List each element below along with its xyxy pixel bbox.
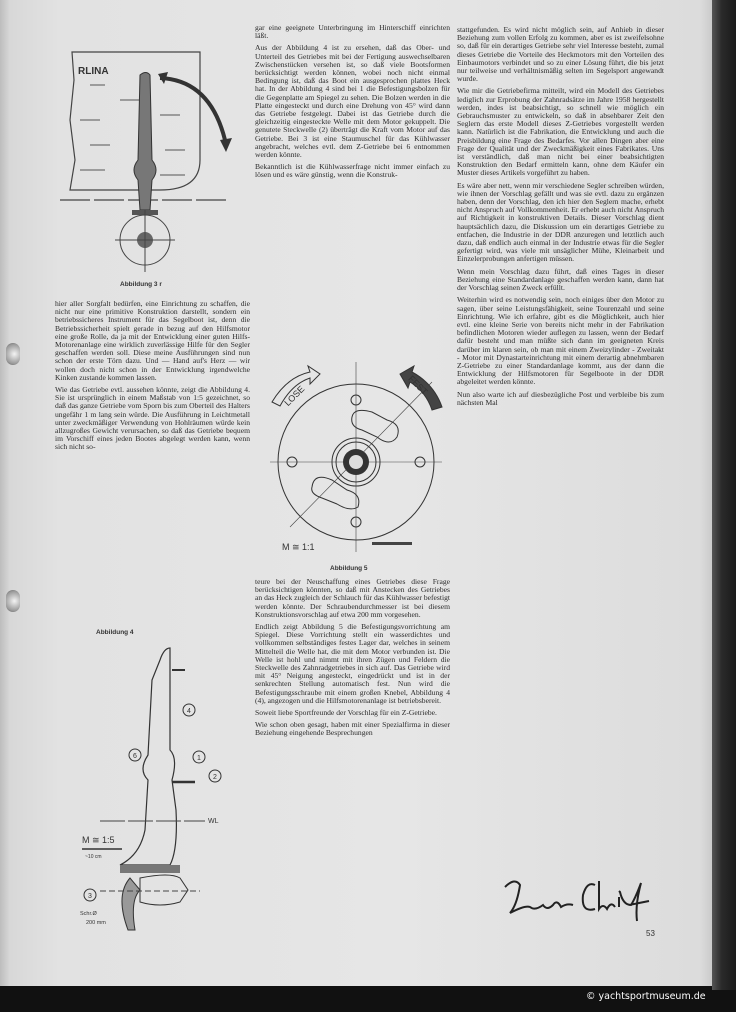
paragraph: hier aller Sorgfalt bedürfen, eine Einrichtung zu schaffen, die nicht nur eine primitive Konstruktion darstellt, sondern ein betriebssicheres Instrument für das Segelboot ist, denn die Betriebssicherheit spielt gerade in bezug auf den Hilfsmotor eine große Rolle, da ja mit der Entwicklung einer guten Hilfs-Motorenanlage eine wirklich zuverlässige Hilfe für den Segler geschaffen werden soll. Diese meine Ausführungen sind nun schon der erste Törn dazu. Und — Hand auf's Herz — wir wollen doch nicht schon in der Entwicklung irgendwelche Kinken zustande kommen lassen. [55, 299, 250, 382]
scale-label: M ≅ 1:5 [82, 835, 115, 845]
paragraph: Es wäre aber nett, wenn mir verschiedene Segler schreiben würden, wie ihnen der Vorschlag gefällt und was sie evtl. dazu zu ergänzen haben, denn der Vorschlag, den ich hier den Seglern mache, erhebt nicht Anspruch auf Vollkommenheit. Er erhebt auch nicht Anspruch auf Richtigkeit in konstruktiven Details. Dieser Vorschlag dient hauptsächlich dazu, die Diskussion um ein derartiges Getriebe zu entfachen, die Industrie in der DDR anzuregen und letztlich auch dazu, daß endlich auch einmal in der Industrie etwas für die Segler gefertigt wird, was viele mit unsäglicher Mühe, Kleinarbeit und Einzelerprobungen anfertigen müssen. [457, 180, 664, 264]
paragraph: Endlich zeigt Abbildung 5 die Befestigungsvorrichtung am Spiegel. Diese Vorrichtung stellt ein wasserdichtes und vollkommen selbständiges festes Lager dar, welches in seinem Mittelteil die Welle hat, die mit dem Motor verbunden ist. Die Welle ist hohl und nimmt mit ihren Zügen und Feldern die Steckwelle des Zahnradgetriebes in sich auf. Das Getriebe wird mit 45° Neigung angesteckt, eingedrückt und ist in der senkrechten Stellung automatisch fest. Nun wird die Befestigungsschraube mit einem großen Knebel, Abbildung 4 (4), angezogen und die Hilfsmotorenanlage ist betriebsbereit. [255, 622, 450, 705]
paragraph: teure bei der Neuschaffung eines Getriebes diese Frage berücksichtigen könnten, so daß mit Anstecken des Getriebes an das Heck zugleich der Schlauch für das Kühlwasser befestigt werden könnte. Der Schraubendurchmesser ist bei diesem Konstruktionsvorschlag auf etwa 200 mm vorgesehen. [255, 577, 450, 619]
propeller-label: Schr.Ø [80, 911, 97, 917]
column-2-bottom [255, 578, 450, 742]
page-edge-shadow [712, 0, 736, 990]
paragraph: Aus der Abbildung 4 ist zu ersehen, daß das Ober- und Unterteil des Getriebes mit bei der Fertigung auswechselbaren Zwischenstücken versehen ist, so daß viele Bootsformen berücksichtigt werden können, wobei noch nicht einmal Bedingung ist, daß das Boot ein ausgesprochen plattes Heck hat. In der Abbildung 4 sind bei 1 die Befestigungsbolzen für die Gegenplatte am Spiegel zu sehen. Die Bolzen werden in die Platte eingesteckt und durch eine Drehung von 45° wird dann das Getriebe festgelegt. Dabei ist das Getriebe durch die gleichzeitig eingesteckte Welle mit dem Motor gekuppelt. Die genutete Steckwelle (2) überträgt die Kraft vom Motor auf das Getriebe. Bei 3 ist eine Staumuschel für das Kühlwasser angebracht, welches evtl. dem Z-Getriebe bei 6 entnommen werden könnte. [255, 43, 450, 160]
loosen-label: LOSE [282, 383, 307, 408]
waterline-label: WL [208, 818, 219, 825]
boat-name-label: RLINA [78, 66, 109, 77]
figure-4-drawing [60, 640, 250, 940]
scale-label: M ≅ 1:1 [282, 542, 315, 552]
paragraph: stattgefunden. Es wird nicht möglich sein, auf Anhieb in dieser Beziehung zum vollen Erfolg zu kommen, aber es ist zweifelsohne so, daß für ein derartiges Getriebe sehr viel Interesse besteht, zumal dieses Getriebe die Vorteile des Heckmotors mit den Vorteilen des Einbaumotors verbindet und so zu einer Lösung führt, die bis jetzt nur teilweise und verhältnismäßig selten im Segelsport angewandt wurde. [457, 25, 664, 84]
callout-4: 4 [187, 708, 191, 715]
callout-2: 2 [213, 774, 217, 781]
column-3 [457, 26, 664, 411]
binder-hole [6, 343, 20, 365]
binder-hole [6, 590, 20, 612]
figure-5-caption: Abbildung 5 [330, 565, 368, 572]
callout-1: 1 [197, 755, 201, 762]
scale-bar-label: ~10 cm [85, 854, 102, 860]
tighten-label: FEST [406, 373, 430, 397]
copyright-watermark: © yachtsportmuseum.de [586, 991, 706, 1002]
callout-6: 6 [133, 753, 137, 760]
paragraph: Wie schon oben gesagt, haben mit einer Spezialfirma in dieser Beziehung eingehende Besprechungen [255, 720, 450, 738]
paragraph: Wie das Getriebe evtl. aussehen könnte, zeigt die Abbildung 4. Sie ist ursprünglich in einem Maßstab von 1:5 gezeichnet, so daß das ganze Getriebe vom Sporn bis zum Oberteil des Halters ungefähr 1 m lang sein würde. Die Ausführung in Leichtmetall unter zweckmäßiger Verwendung von Hohlräumen würde kein allzugroßes Gewicht verursachen, so daß das Getriebe bequem im Vorschiff eines jeden Bootes abgelegt werden kann, wenn sich nicht so- [55, 385, 250, 452]
callout-3: 3 [88, 893, 92, 900]
propeller-diameter: 200 mm [86, 920, 106, 926]
figure-4-caption: Abbildung 4 [96, 629, 134, 636]
paragraph: Bekanntlich ist die Kühlwasserfrage nicht immer einfach zu lösen und es wäre günstig, wenn die Konstruk- [255, 162, 450, 180]
paragraph: Wenn mein Vorschlag dazu führt, daß eines Tages in dieser Beziehung eine Standardanlage geschaffen werden kann, dann hat der Vorschlag seinen Zweck erfüllt. [457, 266, 664, 293]
handwritten-signature [495, 875, 655, 925]
figure-3r-drawing [60, 40, 250, 280]
paragraph: Weiterhin wird es notwendig sein, noch einiges über den Motor zu sagen, über seine Leistungsfähigkeit, seine Tourenzahl und seine Einrichtung. Wie ich erfahre, gibt es die Möglichkeit, auch hier evtl. eine kleine Serie von bereits nicht mehr in der Fabrikation befindlichen Motoren wieder auflegen zu lassen, wenn der Bedarf dafür besteht und man müßte sich dann im geeigneten Kreis darüber im klaren sein, ob man mit einem Zweizylinder - Zweitakt - Motor mit Dynastarteinrichtung mit einem derartig abnehmbaren Z-Getriebe zu einer Standardanlage kommt, aus der dann die Entwicklung der Hilfsmotoren für Segelboote in der DDR abgeleitet werden könnte. [457, 295, 664, 387]
paragraph: gar eine geeignete Unterbringung im Hinterschiff einrichten läßt. [255, 23, 450, 41]
column-1 [55, 300, 250, 456]
figure-5-drawing [262, 362, 448, 562]
figure-3r-caption: Abbildung 3 r [120, 281, 162, 288]
paragraph: Wie mir die Getriebefirma mitteilt, wird ein Modell des Getriebes lediglich zur Erprobung der Zahnradsätze im Jahre 1958 hergestellt werden, indes ist beabsichtigt, so schnell wie möglich ein Gebrauchsmuster zu entwickeln, so daß in absehbarer Zeit den Seglern das erste Modell dieses Z-Getriebes vorgestellt werden kann. Natürlich ist die Fabrikation, die Entwicklung und auch die Preisbildung eine Frage des Bedarfes. Vor allen Dingen aber eine Frage der Qualität und der Zweckmäßigkeit eines Fabrikates. Uns ist verständlich, daß man nicht bei einer beabsichtigten Konstruktion den Bedarf ermitteln kann, ohne dem Käufer ein Muster dieses Artikels vorgeführt zu haben. [457, 86, 664, 178]
page-number: 53 [646, 929, 655, 938]
column-2-top [255, 24, 450, 184]
paragraph: Soweit liebe Sportfreunde der Vorschlag für ein Z-Getriebe. [255, 708, 437, 718]
paragraph: Nun also warte ich auf diesbezügliche Post und verbleibe bis zum nächsten Mal [457, 389, 664, 407]
